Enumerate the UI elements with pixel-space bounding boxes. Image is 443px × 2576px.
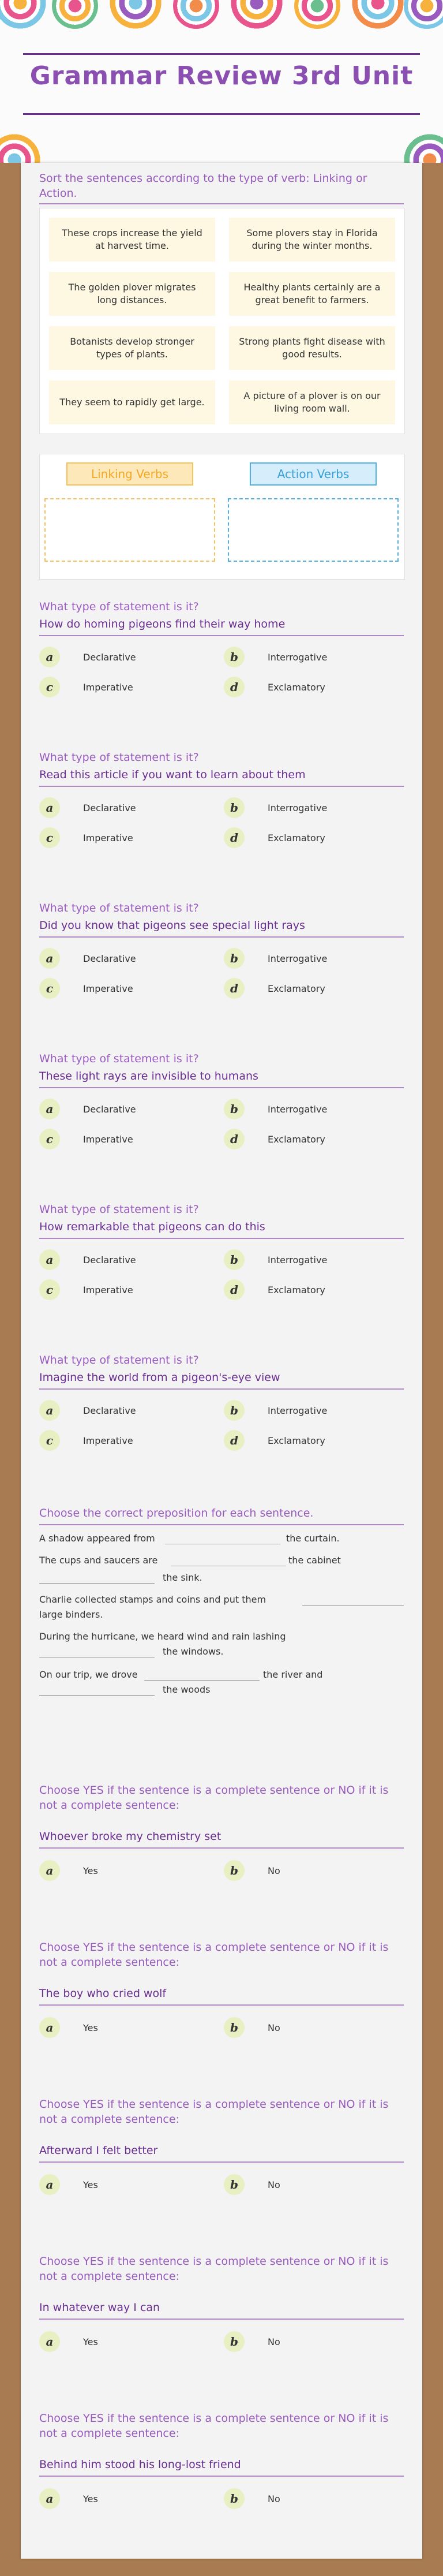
option-label: Declarative: [83, 1103, 136, 1115]
answer-option-a[interactable]: [39, 1860, 98, 1881]
option-label: No: [268, 2336, 280, 2347]
preposition-sentence-1: A shadow appeared from: [39, 1533, 155, 1544]
question-rule: [39, 786, 404, 787]
question-rule: [39, 1524, 404, 1525]
option-label: Imperative: [83, 1284, 133, 1296]
answer-option-d[interactable]: [224, 1279, 325, 1300]
statement-question-prompt: What type of statement is it?: [39, 600, 199, 613]
answer-option-b[interactable]: [224, 1860, 280, 1881]
answer-option-b[interactable]: [224, 948, 327, 969]
option-label: Interrogative: [268, 953, 328, 964]
option-label: No: [268, 2179, 280, 2190]
action-verbs-drop-zone[interactable]: [228, 498, 399, 562]
option-letter-badge: b: [224, 2488, 245, 2509]
statement-question-prompt: What type of statement is it?: [39, 751, 199, 764]
preposition-sentence-3-end: large binders.: [39, 1609, 103, 1620]
option-letter-badge: d: [224, 827, 245, 848]
yes-no-question-prompt: Choose YES if the sentence is a complete sentence or NO if it is not a complete sentence:: [39, 2255, 389, 2283]
option-letter-badge: c: [39, 1129, 60, 1149]
answer-option-b[interactable]: [224, 647, 327, 667]
option-label: Interrogative: [268, 1405, 328, 1416]
yes-no-question-prompt: Choose YES if the sentence is a complete sentence or NO if it is not a complete sentence:: [39, 2412, 389, 2440]
yes-no-question-sentence: Whoever broke my chemistry set: [39, 1830, 222, 1843]
answer-option-a[interactable]: [39, 797, 136, 818]
option-letter-badge: b: [224, 1099, 245, 1119]
answer-option-c[interactable]: [39, 677, 133, 697]
preposition-sentence-4-end: the windows.: [163, 1646, 224, 1657]
preposition-sentence-2-end: the sink.: [163, 1572, 202, 1583]
yes-no-question-sentence: Afterward I felt better: [39, 2144, 158, 2157]
preposition-sentence-3: Charlie collected stamps and coins and put them: [39, 1594, 266, 1605]
sort-card[interactable]: They seem to rapidly get large.: [49, 380, 215, 424]
linking-verbs-label: Linking Verbs: [66, 462, 193, 486]
statement-question-prompt: What type of statement is it?: [39, 1354, 199, 1367]
question-rule: [39, 1087, 404, 1088]
preposition-sentence-4: During the hurricane, we heard wind and rain lashing: [39, 1631, 286, 1642]
question-rule: [39, 1847, 404, 1849]
answer-option-d[interactable]: [224, 978, 325, 999]
option-letter-badge: d: [224, 1430, 245, 1451]
sort-card[interactable]: The golden plover migrates long distances.: [49, 272, 215, 316]
option-letter-badge: b: [224, 1860, 245, 1881]
option-letter-badge: a: [39, 2174, 60, 2195]
option-label: Imperative: [83, 983, 133, 994]
option-label: Declarative: [83, 1254, 136, 1265]
sort-card[interactable]: Some plovers stay in Florida during the winter months.: [229, 218, 395, 262]
answer-option-b[interactable]: [224, 2488, 280, 2509]
option-letter-badge: b: [224, 948, 245, 969]
answer-option-a[interactable]: [39, 1099, 136, 1119]
option-letter-badge: a: [39, 1400, 60, 1421]
answer-option-d[interactable]: [224, 1129, 325, 1149]
question-rule: [39, 2319, 404, 2320]
option-label: Interrogative: [268, 1103, 328, 1115]
option-label: No: [268, 1865, 280, 1876]
preposition-sentence-5: On our trip, we drove: [39, 1669, 138, 1680]
option-label: Yes: [83, 1865, 98, 1876]
answer-option-a[interactable]: [39, 2174, 98, 2195]
statement-question-prompt: What type of statement is it?: [39, 1052, 199, 1065]
option-label: Imperative: [83, 681, 133, 693]
option-letter-badge: a: [39, 797, 60, 818]
answer-option-a[interactable]: [39, 647, 136, 667]
answer-option-c[interactable]: [39, 978, 133, 999]
answer-option-a[interactable]: [39, 2331, 98, 2352]
option-letter-badge: b: [224, 2017, 245, 2038]
option-label: Yes: [83, 2179, 98, 2190]
sort-question-prompt: Sort the sentences according to the type of verb: Linking or Action.: [39, 172, 367, 200]
title-rule-bottom: [23, 113, 420, 115]
answer-option-b[interactable]: [224, 2017, 280, 2038]
option-letter-badge: a: [39, 2331, 60, 2352]
statement-question-prompt: What type of statement is it?: [39, 902, 199, 914]
option-label: Exclamatory: [268, 1133, 325, 1145]
option-label: Imperative: [83, 1435, 133, 1446]
option-label: No: [268, 2022, 280, 2033]
preposition-blank-3[interactable]: [302, 1605, 404, 1606]
preposition-blank-5b[interactable]: [39, 1695, 155, 1696]
statement-question-sentence: These light rays are invisible to humans: [39, 1070, 258, 1082]
answer-option-c[interactable]: [39, 1129, 133, 1149]
option-label: Exclamatory: [268, 1284, 325, 1296]
option-label: Interrogative: [268, 1254, 328, 1265]
yes-no-question-sentence: Behind him stood his long-lost friend: [39, 2458, 241, 2471]
option-letter-badge: c: [39, 1430, 60, 1451]
option-label: Declarative: [83, 1405, 136, 1416]
yes-no-question-prompt: Choose YES if the sentence is a complete sentence or NO if it is not a complete sentence:: [39, 1784, 389, 1812]
preposition-sentence-5-mid: the river and: [263, 1669, 323, 1680]
answer-option-a[interactable]: [39, 2488, 98, 2509]
sort-card-area: [39, 208, 405, 434]
option-label: Exclamatory: [268, 1435, 325, 1446]
answer-option-b[interactable]: [224, 2174, 280, 2195]
option-letter-badge: d: [224, 978, 245, 999]
statement-question-prompt: What type of statement is it?: [39, 1203, 199, 1216]
preposition-question-prompt: Choose the correct preposition for each sentence.: [39, 1507, 314, 1520]
option-label: Imperative: [83, 832, 133, 843]
option-letter-badge: b: [224, 647, 245, 667]
question-rule: [39, 203, 404, 204]
option-letter-badge: a: [39, 647, 60, 667]
option-letter-badge: a: [39, 1860, 60, 1881]
action-verbs-label: Action Verbs: [250, 462, 377, 486]
yes-no-question-prompt: Choose YES if the sentence is a complete sentence or NO if it is not a complete sentence:: [39, 1941, 389, 1969]
question-rule: [39, 936, 404, 938]
linking-verbs-drop-zone[interactable]: [44, 498, 215, 562]
option-letter-badge: c: [39, 1279, 60, 1300]
option-letter-badge: a: [39, 2017, 60, 2038]
page-title: Grammar Review 3rd Unit: [29, 61, 414, 91]
preposition-blank-2b[interactable]: [39, 1583, 155, 1584]
option-letter-badge: b: [224, 1249, 245, 1270]
preposition-sentence-2-mid: the cabinet: [288, 1555, 341, 1566]
yes-no-question-prompt: Choose YES if the sentence is a complete sentence or NO if it is not a complete sentence:: [39, 2098, 389, 2126]
option-label: Yes: [83, 2493, 98, 2504]
question-rule: [39, 1238, 404, 1239]
answer-option-b[interactable]: [224, 797, 327, 818]
question-rule: [39, 2004, 404, 2006]
option-label: Interrogative: [268, 802, 328, 813]
preposition-sentence-5-end: the woods: [163, 1684, 211, 1695]
sort-bins: [39, 454, 405, 580]
statement-question-sentence: Imagine the world from a pigeon's-eye view: [39, 1371, 280, 1384]
decorative-pattern-top: [0, 0, 443, 35]
option-label: No: [268, 2493, 280, 2504]
question-rule: [39, 2161, 404, 2163]
option-letter-badge: a: [39, 1249, 60, 1270]
option-letter-badge: c: [39, 827, 60, 848]
yes-no-question-sentence: The boy who cried wolf: [39, 1987, 167, 2000]
option-letter-badge: c: [39, 978, 60, 999]
option-label: Exclamatory: [268, 681, 325, 693]
sort-card[interactable]: Botanists develop stronger types of plants.: [49, 326, 215, 370]
answer-option-b[interactable]: [224, 1400, 327, 1421]
preposition-blank-5a[interactable]: [144, 1680, 260, 1681]
option-label: Imperative: [83, 1133, 133, 1145]
option-label: Exclamatory: [268, 983, 325, 994]
preposition-sentence-1-end: the curtain.: [286, 1533, 340, 1544]
answer-option-d[interactable]: [224, 677, 325, 697]
option-label: Declarative: [83, 953, 136, 964]
option-letter-badge: a: [39, 1099, 60, 1119]
answer-option-a[interactable]: [39, 2017, 98, 2038]
answer-option-b[interactable]: [224, 1099, 327, 1119]
option-letter-badge: b: [224, 2331, 245, 2352]
sort-card[interactable]: Strong plants fight disease with good results.: [229, 326, 395, 370]
question-rule: [39, 2476, 404, 2477]
sort-card[interactable]: A picture of a plover is on our living room wall.: [229, 380, 395, 424]
option-letter-badge: d: [224, 1129, 245, 1149]
option-label: Yes: [83, 2022, 98, 2033]
option-label: Declarative: [83, 651, 136, 663]
answer-option-a[interactable]: [39, 1249, 136, 1270]
preposition-sentence-2: The cups and saucers are: [39, 1555, 158, 1566]
decorative-pattern-bottom: [0, 134, 443, 163]
answer-option-b[interactable]: [224, 1249, 327, 1270]
option-letter-badge: a: [39, 948, 60, 969]
statement-question-sentence: How remarkable that pigeons can do this: [39, 1220, 265, 1233]
worksheet-page: [21, 163, 422, 2559]
option-label: Yes: [83, 2336, 98, 2347]
statement-question-sentence: Did you know that pigeons see special light rays: [39, 919, 305, 932]
option-label: Declarative: [83, 802, 136, 813]
answer-option-c[interactable]: [39, 827, 133, 848]
option-label: Exclamatory: [268, 832, 325, 843]
option-letter-badge: b: [224, 1400, 245, 1421]
option-label: Interrogative: [268, 651, 328, 663]
answer-option-a[interactable]: [39, 1400, 136, 1421]
page-header: [0, 0, 443, 163]
answer-option-d[interactable]: [224, 827, 325, 848]
answer-option-c[interactable]: [39, 1279, 133, 1300]
title-rule-top: [23, 53, 420, 55]
option-letter-badge: c: [39, 677, 60, 697]
question-rule: [39, 1388, 404, 1390]
answer-option-a[interactable]: [39, 948, 136, 969]
answer-option-b[interactable]: [224, 2331, 280, 2352]
option-letter-badge: d: [224, 677, 245, 697]
option-letter-badge: d: [224, 1279, 245, 1300]
sort-card[interactable]: These crops increase the yield at harvest time.: [49, 218, 215, 262]
yes-no-question-sentence: In whatever way I can: [39, 2301, 160, 2314]
option-letter-badge: b: [224, 2174, 245, 2195]
answer-option-d[interactable]: [224, 1430, 325, 1451]
answer-option-c[interactable]: [39, 1430, 133, 1451]
option-letter-badge: b: [224, 797, 245, 818]
statement-question-sentence: Read this article if you want to learn about them: [39, 768, 306, 781]
statement-question-sentence: How do homing pigeons find their way home: [39, 618, 286, 630]
option-letter-badge: a: [39, 2488, 60, 2509]
question-rule: [39, 635, 404, 636]
sort-card[interactable]: Healthy plants certainly are a great benefit to farmers.: [229, 272, 395, 316]
